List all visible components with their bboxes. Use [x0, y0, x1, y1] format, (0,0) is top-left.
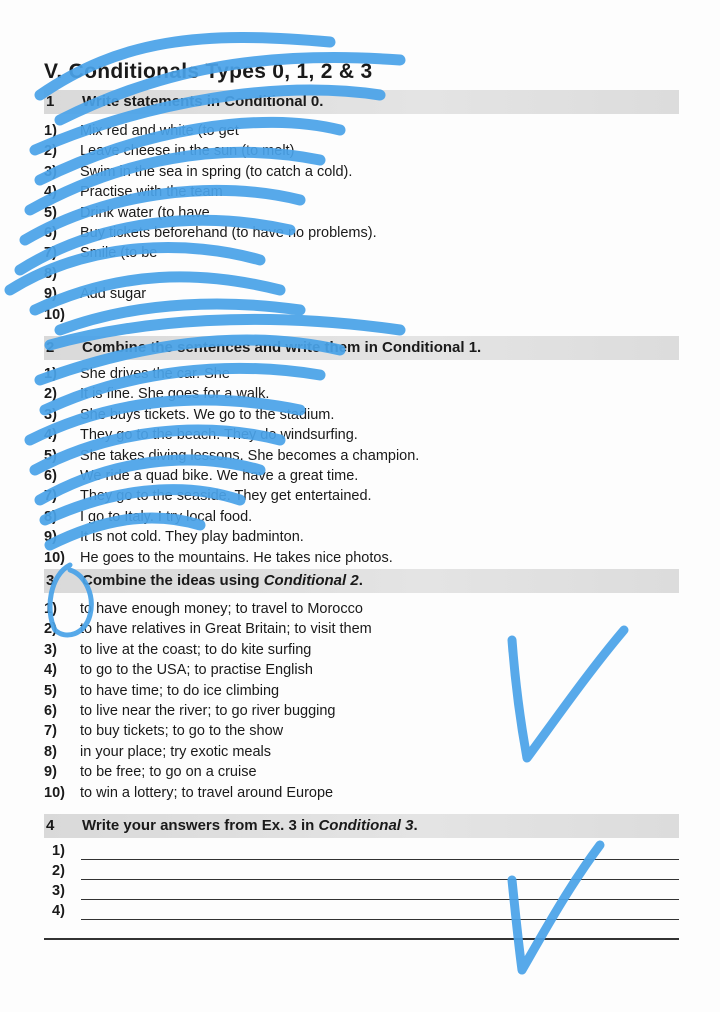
list-item [44, 701, 336, 721]
answer-line-number: 4) [52, 903, 65, 919]
section-1-header [44, 90, 679, 114]
item-number: 9) [44, 764, 57, 781]
item-number: 3) [44, 406, 57, 423]
item-number: 9) [44, 529, 57, 546]
section-4-heading-emphasis: Conditional 3 [318, 817, 414, 834]
answer-line-number: 1) [52, 843, 65, 859]
item-number: 8) [44, 508, 57, 525]
list-item [44, 405, 334, 425]
item-text: to have relatives in Great Britain; to visit them [80, 621, 372, 638]
list-item [44, 742, 271, 762]
item-number: 10) [44, 549, 65, 566]
section-3-heading-end: . [358, 572, 363, 589]
item-text: She drives the car. She [80, 366, 230, 382]
list-item [44, 548, 393, 568]
list-item [44, 783, 333, 803]
list-item [44, 507, 252, 527]
answer-line[interactable] [44, 843, 679, 863]
list-item [44, 305, 80, 325]
list-item [44, 141, 294, 161]
item-text: to live near the river; to go river bugging [80, 703, 336, 719]
item-number: 1) [44, 601, 57, 617]
item-text: It is not cold. They play badminton. [80, 529, 304, 546]
item-number: 10) [44, 784, 65, 801]
list-item [44, 284, 146, 304]
item-text: They go to the beach. They do windsurfing. [80, 427, 358, 444]
list-item [44, 640, 311, 660]
list-item [44, 599, 363, 619]
item-number: 10) [44, 306, 65, 323]
item-text: Buy tickets beforehand (to have no problems). [80, 225, 377, 241]
item-text: to live at the coast; to do kite surfing [80, 641, 312, 658]
section-2-number: 2 [46, 339, 55, 356]
item-number: 4) [44, 427, 57, 444]
item-text: to go to the USA; to practise English [80, 662, 313, 679]
item-text: Swim in the sea in spring (to catch a cold). [80, 163, 353, 180]
item-number: 7) [44, 245, 57, 262]
list-item [44, 243, 157, 263]
list-item [44, 121, 239, 141]
list-item [44, 486, 372, 506]
answer-line[interactable] [44, 903, 679, 923]
answer-line[interactable] [44, 863, 679, 883]
item-number: 8) [44, 265, 57, 282]
item-number: 2) [44, 621, 57, 638]
item-text: She buys tickets. We go to the stadium. [80, 406, 335, 423]
list-item [44, 721, 283, 741]
item-number: 2) [44, 143, 57, 160]
item-number: 3) [44, 163, 57, 180]
answer-line-number: 3) [52, 883, 65, 899]
list-item [44, 364, 230, 384]
section-3-heading: Combine the ideas using [82, 572, 264, 589]
list-item [44, 527, 304, 547]
item-number: 6) [44, 703, 57, 719]
section-4-header [44, 814, 679, 838]
item-text: in your place; try exotic meals [80, 743, 271, 760]
item-text: We ride a quad bike. We have a great time. [80, 468, 359, 484]
item-number: 5) [44, 682, 57, 699]
answer-rule [81, 859, 679, 860]
list-item [44, 182, 223, 202]
item-text: He goes to the mountains. He takes nice photos. [80, 549, 393, 566]
item-number: 1) [44, 366, 57, 382]
item-text: Practise with the team [80, 184, 223, 201]
section-3-number: 3 [46, 572, 55, 589]
item-number: 8) [44, 743, 57, 760]
answer-rule [81, 879, 679, 880]
list-item [44, 660, 313, 680]
item-number: 3) [44, 641, 57, 658]
answer-rule [81, 919, 679, 920]
item-number: 1) [44, 123, 57, 139]
list-item [44, 162, 352, 182]
item-number: 5) [44, 447, 57, 464]
item-number: 5) [44, 204, 57, 221]
list-item [44, 203, 210, 223]
list-item [44, 681, 279, 701]
list-item [44, 264, 80, 284]
answer-line-number: 2) [52, 863, 65, 879]
item-text: to have enough money; to travel to Morocco [80, 601, 363, 617]
list-item [44, 619, 372, 639]
section-4-heading: Write your answers from Ex. 3 in [82, 817, 319, 834]
answer-rule [81, 899, 679, 900]
bottom-divider [44, 938, 679, 940]
item-text: to be free; to go on a cruise [80, 764, 257, 781]
section-2-header [44, 336, 679, 360]
item-number: 2) [44, 386, 57, 403]
section-4-heading-end: . [413, 817, 418, 834]
item-text: Drink water (to have [80, 204, 210, 221]
section-1-number: 1 [46, 93, 55, 110]
section-2-heading: Combine the sentences and write them in Conditional 1. [82, 339, 482, 356]
item-text: Leave cheese in the sun (to melt) [80, 143, 295, 160]
item-number: 9) [44, 286, 57, 303]
list-item [44, 466, 358, 486]
item-number: 7) [44, 723, 57, 740]
item-text: to have time; to do ice climbing [80, 682, 280, 699]
list-item [44, 425, 358, 445]
item-number: 6) [44, 468, 57, 484]
section-4-number: 4 [46, 817, 55, 834]
list-item [44, 762, 257, 782]
item-number: 7) [44, 488, 57, 505]
item-text: She takes diving lessons. She becomes a champion. [80, 447, 420, 464]
item-number: 4) [44, 662, 57, 679]
item-text: to win a lottery; to travel around Europe [80, 784, 334, 801]
section-3-heading-emphasis: Conditional 2 [263, 572, 359, 589]
item-text: It is fine. She goes for a walk. [80, 386, 270, 403]
page-title: V. Conditionals Types 0, 1, 2 & 3 [44, 60, 373, 83]
item-number: 6) [44, 225, 57, 241]
item-text: I go to Italy. I try local food. [80, 508, 253, 525]
item-number: 4) [44, 184, 57, 201]
item-text: They go to the seaside. They get entertained. [80, 488, 372, 505]
item-text: Mix red and white (to get [80, 123, 239, 139]
list-item [44, 223, 377, 243]
section-3-header [44, 569, 679, 593]
list-item [44, 384, 269, 404]
answer-line[interactable] [44, 883, 679, 903]
item-text: Smile (to be [80, 245, 158, 262]
section-1-heading: Write statements in Conditional 0. [82, 93, 324, 110]
item-text: to buy tickets; to go to the show [80, 723, 284, 740]
list-item [44, 446, 419, 466]
item-text: Add sugar [80, 286, 147, 303]
checkmark-section-3 [512, 630, 624, 758]
